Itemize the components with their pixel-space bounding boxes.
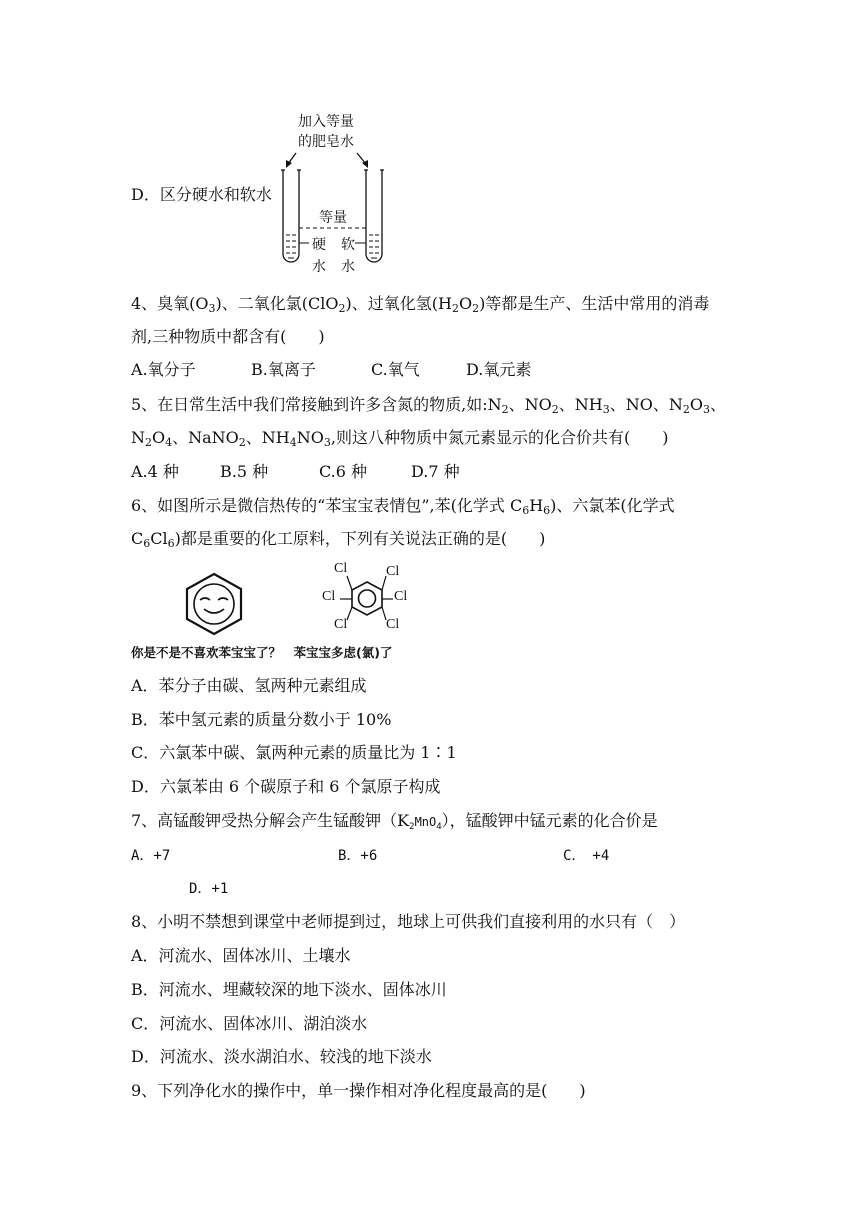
figure-top-label-2: 的肥皂水 bbox=[298, 134, 354, 150]
q5-option-b: B.5 种 bbox=[220, 462, 269, 481]
cl-label-left: Cl bbox=[322, 589, 336, 604]
q6-stem-line1: 6、如图所示是微信热传的“苯宝宝表情包”,苯(化学式 $C_6H_6$)、六氯苯(化学式 bbox=[131, 496, 675, 517]
figure-top-label-1: 加入等量 bbox=[298, 114, 354, 130]
q5-stem-line2: $N_2O_4$、NaNO$_2$、$NH_4NO_3$,则这八种物质中氮元素显示的化合价共有( ) bbox=[131, 428, 669, 449]
q5-option-a: A.4 种 bbox=[131, 462, 179, 481]
cl-label-bottom-left: Cl bbox=[334, 617, 348, 632]
cl-label-right: Cl bbox=[394, 589, 408, 604]
q5-option-d: D.7 种 bbox=[411, 462, 460, 481]
q8-option-a: A．河流水、固体冰川、土壤水 bbox=[131, 946, 351, 965]
q4-stem-line1: 4、臭氧$(O_3)$、二氧化氯(ClO$_2$)、过氧化氢$(H_2O_2)$等都是生产、生活中常用的消毒 bbox=[131, 294, 710, 315]
q8-option-b: B．河流水、埋藏较深的地下淡水、固体冰川 bbox=[131, 980, 447, 999]
figure-soft-label-2: 水 bbox=[341, 259, 355, 275]
figure-equal-label: 等量 bbox=[319, 210, 347, 226]
q6-option-b: B．苯中氢元素的质量分数小于 10% bbox=[131, 710, 392, 729]
figure-caption: 你是不是不喜欢苯宝宝了？ 苯宝宝多虑(氯)了 bbox=[131, 645, 393, 660]
q8-option-d: D．河流水、淡水湖泊水、较浅的地下淡水 bbox=[131, 1047, 432, 1066]
q8-stem: 8、小明不禁想到课堂中老师提到过，地球上可供我们直接利用的水只有（ ） bbox=[131, 912, 686, 931]
q7-option-c: C． +4 bbox=[563, 848, 610, 864]
q7-option-b: B．+6 bbox=[338, 848, 378, 864]
q6-stem-line2: $C_6Cl_6$)都是重要的化工原料，下列有关说法正确的是( ) bbox=[131, 529, 546, 550]
q4-option-b: B.氧离子 bbox=[251, 360, 316, 379]
q9-stem: 9、下列净化水的操作中，单一操作相对净化程度最高的是( ) bbox=[131, 1081, 586, 1100]
figure-hard-label-2: 水 bbox=[312, 259, 326, 275]
q3-option-d: D．区分硬水和软水 bbox=[131, 185, 272, 204]
cl-label-top-left: Cl bbox=[334, 561, 348, 576]
q6-option-c: C．六氯苯中碳、氯两种元素的质量比为 1∶1 bbox=[131, 743, 457, 762]
q5-stem-line1: 5、在日常生活中我们常接触到许多含氮的物质,如$:N_2$、$NO_2$、$NH_3$、NO、$N_2O_3$、 bbox=[131, 395, 727, 416]
figure-soft-label-1: 软 bbox=[341, 237, 355, 253]
q4-option-a: A.氧分子 bbox=[131, 360, 196, 379]
figure-hard-label-1: 硬 bbox=[312, 237, 326, 253]
q7-option-d: D．+1 bbox=[189, 881, 229, 897]
q8-option-c: C．河流水、固体冰川、湖泊淡水 bbox=[131, 1014, 368, 1033]
q6-option-d: D．六氯苯由 6 个碳原子和 6 个氯原子构成 bbox=[131, 777, 441, 796]
cl-label-bottom-right: Cl bbox=[386, 617, 400, 632]
q5-option-c: C.6 种 bbox=[319, 462, 368, 481]
q7-option-a: A．+7 bbox=[131, 848, 171, 864]
cl-label-top-right: Cl bbox=[386, 564, 400, 579]
q4-option-d: D.氧元素 bbox=[466, 360, 532, 379]
q6-option-a: A．苯分子由碳、氢两种元素组成 bbox=[131, 676, 367, 695]
q7-stem: 7、高锰酸钾受热分解会产生锰酸钾$(K_2MnO_4)$，锰酸钾中锰元素的化合价是 bbox=[131, 811, 658, 832]
q4-option-c: C.氧气 bbox=[371, 360, 420, 379]
q4-stem-line2: 剂,三种物质中都含有( ) bbox=[131, 327, 325, 346]
